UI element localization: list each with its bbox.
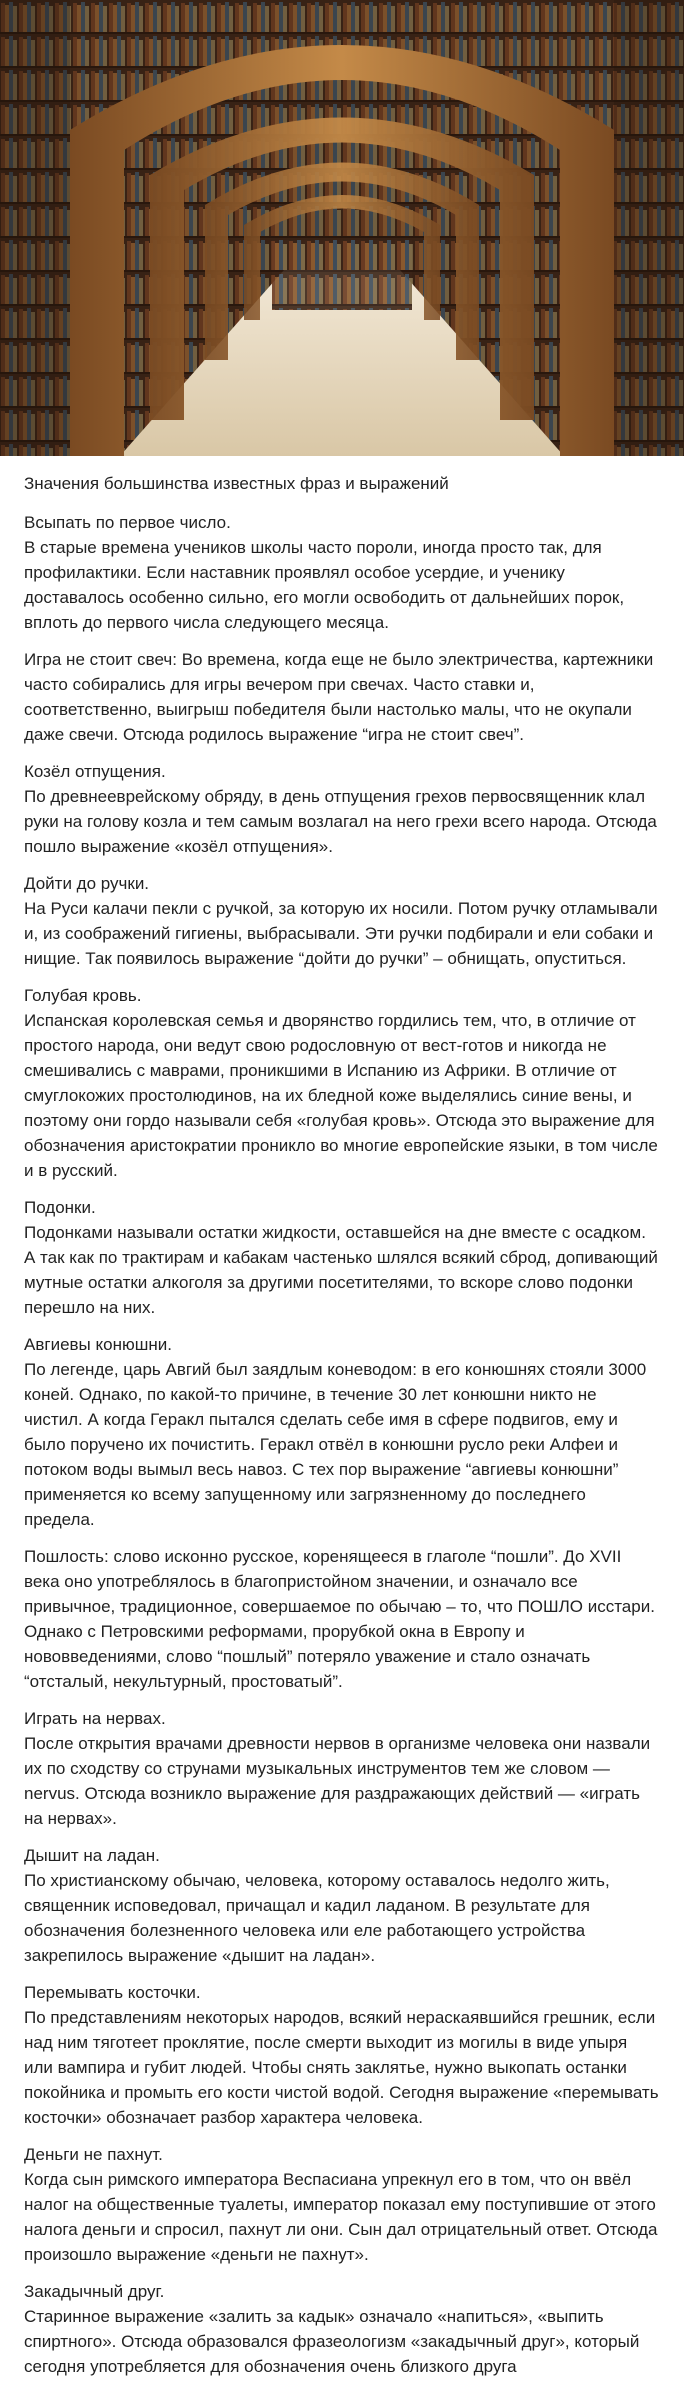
- section-body: В старые времена учеников школы часто пороли, иногда просто так, для профилактики. Если наставник проявлял особое усердие, и ученику доставалось особенно сильно, его могли освободить от дальнейших порок, вплоть до первого числа следующего месяца.: [24, 538, 625, 632]
- section-body: По древнееврейскому обряду, в день отпущения грехов первосвященник клал руки на голову козла и тем самым возлагал на него грехи всего народа. Отсюда пошло выражение «козёл отпущения».: [24, 787, 657, 856]
- section-body: Подонками называли остатки жидкости, оставшейся на дне вместе с осадком. А так как по трактирам и кабакам частенько шлялся всякий сброд, допивающий мутные остатки алкоголя за другими посетителями, то вскоре слово подонки перешло на них.: [24, 1223, 658, 1317]
- library-arches-image: [0, 0, 684, 456]
- section-body: После открытия врачами древности нервов в организме человека они назвали их по сходству со струнами музыкальных инструментов тем же словом — nervus. Отсюда возникло выражение для раздражающих действий — «играть на нервах».: [24, 1734, 651, 1828]
- section-body: По христианскому обычаю, человека, которому оставалось недолго жить, священник исповедовал, причащал и кадил ладаном. В результате для обозначения болезненного человека или еле работающего устройства закрепилось выражение «дышит на ладан».: [24, 1871, 610, 1965]
- section-heading: Закадычный друг.: [24, 2282, 165, 2301]
- section-heading: Дышит на ладан.: [24, 1846, 160, 1865]
- section-8: [24, 1544, 660, 1694]
- section-1: [24, 510, 660, 635]
- section-12: [24, 2142, 660, 2267]
- post-content: [0, 472, 684, 2379]
- section-heading: Козёл отпущения.: [24, 762, 166, 781]
- section-heading: Всыпать по первое число.: [24, 513, 231, 532]
- section-heading: Дойти до ручки.: [24, 874, 150, 893]
- section-heading: Авгиевы конюшни.: [24, 1335, 172, 1354]
- section-heading: Играть на нервах.: [24, 1709, 166, 1728]
- section-body: На Руси калачи пекли с ручкой, за которую их носили. Потом ручку отламывали и, из соображений гигиены, выбрасывали. Эти ручки подбирали и ели собаки и нищие. Так появилось выражение “дойти до ручки” – обнищать, опуститься.: [24, 899, 658, 968]
- section-body: Игра не стоит свеч: Во времена, когда еще не было электричества, картежники часто собирались для игры вечером при свечах. Часто ставки и, соответственно, выигрыш победителя были настолько малы, что не окупали даже свечи. Отсюда родилось выражение “игра не стоит свеч”.: [24, 650, 654, 744]
- section-10: [24, 1843, 660, 1968]
- section-heading: Деньги не пахнут.: [24, 2145, 163, 2164]
- section-9: [24, 1706, 660, 1831]
- section-2: [24, 647, 660, 747]
- section-body: Пошлость: слово исконно русское, коренящееся в глаголе “пошли”. До XVII века оно употреблялось в благопристойном значении, и означало все привычное, традиционное, совершаемое по обычаю – то, что ПОШЛО исстари. Однако с Петровскими реформами, прорубкой окна в Европу и нововведениями, слово “пошлый” потеряло уважение и стало означать “отсталый, некультурный, простоватый”.: [24, 1547, 655, 1691]
- section-heading: Перемывать косточки.: [24, 1983, 201, 2002]
- post-title: Значения большинства известных фраз и выражений: [24, 474, 449, 493]
- section-7: [24, 1332, 660, 1532]
- section-heading: Подонки.: [24, 1198, 96, 1217]
- section-body: По легенде, царь Авгий был заядлым коневодом: в его конюшнях стояли 3000 коней. Однако, по какой-то причине, в течение 30 лет конюшни никто не чистил. А когда Геракл пытался сделать себе имя в сфере подвигов, ему и было поручено их почистить. Геракл отвёл в конюшни русло реки Алфеи и потоком воды вымыл весь навоз. С тех пор выражение “авгиевы конюшни” применяется ко всему запущенному или загрязненному до последнего предела.: [24, 1360, 647, 1529]
- section-body: Когда сын римского императора Веспасиана упрекнул его в том, что он ввёл налог на общественные туалеты, император показал ему поступившие от этого налога деньги и спросил, пахнут ли они. Сын дал отрицательный ответ. Отсюда произошло выражение «деньги не пахнут».: [24, 2170, 658, 2264]
- section-body: Испанская королевская семья и дворянство гордились тем, что, в отличие от простого народа, они ведут свою родословную от вест-готов и никогда не смешивались с маврами, проникшими в Испанию из Африки. В отличие от смуглокожих простолюдинов, на их бледной коже выделялись синие вены, и поэтому они гордо называли себя «голубая кровь». Отсюда это выражение для обозначения аристократии проникло во многие европейские языки, в том числе и в русский.: [24, 1011, 658, 1180]
- section-11: [24, 1980, 660, 2130]
- section-body: По представлениям некоторых народов, всякий нераскаявшийся грешник, если над ним тяготеет проклятие, после смерти выходит из могилы в виде упыря или вампира и губит людей. Чтобы снять заклятье, нужно выкопать останки покойника и промыть его кости чистой водой. Сегодня выражение «перемывать косточки» обозначает разбор характера человека.: [24, 2008, 659, 2127]
- section-5: [24, 983, 660, 1183]
- section-4: [24, 871, 660, 971]
- section-heading: Голубая кровь.: [24, 986, 142, 1005]
- section-body: Старинное выражение «залить за кадык» означало «напиться», «выпить спиртного». Отсюда образовался фразеологизм «закадычный друг», который сегодня употребляется для обозначения очень близкого друга: [24, 2307, 640, 2376]
- section-3: [24, 759, 660, 859]
- section-13: [24, 2279, 660, 2379]
- section-6: [24, 1195, 660, 1320]
